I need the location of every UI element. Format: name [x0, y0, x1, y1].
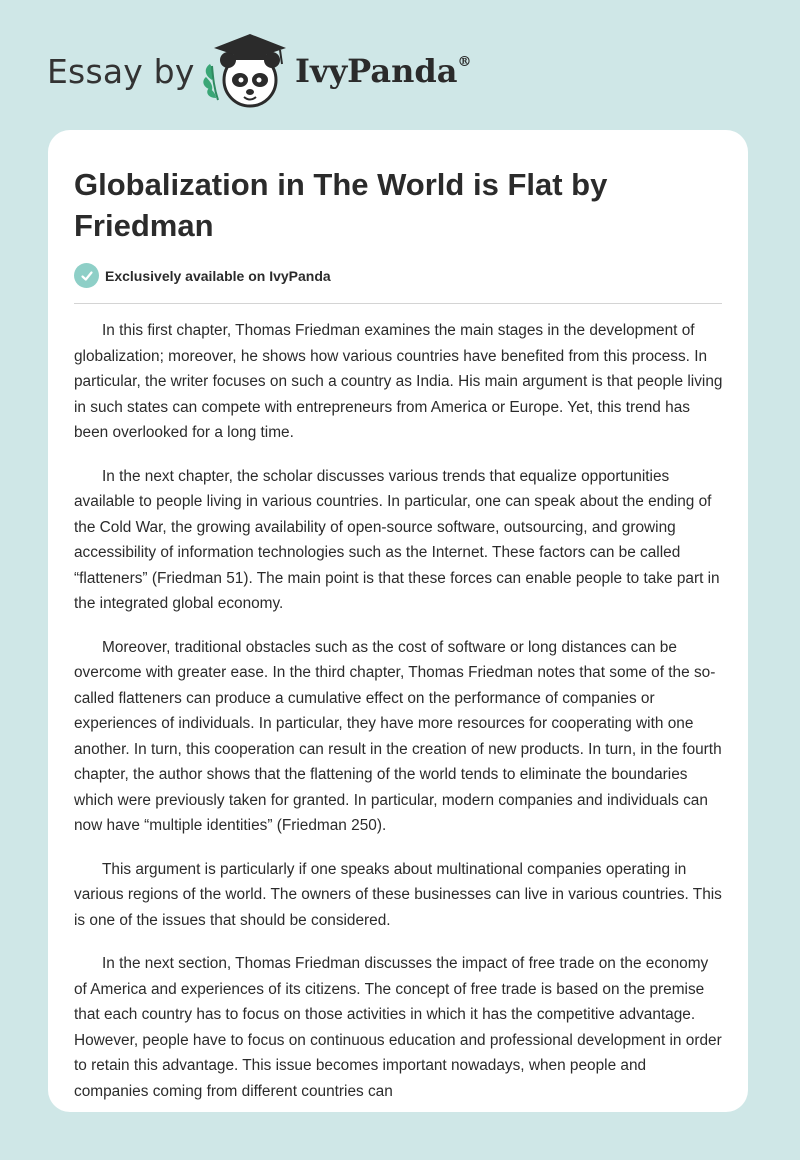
essay-by-label: Essay by	[47, 52, 195, 91]
registered-mark: ®	[457, 54, 472, 71]
essay-card	[48, 130, 748, 1112]
divider	[74, 303, 722, 304]
site-header	[0, 0, 800, 130]
panda-graduate-icon[interactable]	[200, 30, 290, 110]
paragraph: Moreover, traditional obstacles such as the cost of software or long distances can be overcome with greater ease. In the third chapter, Thomas Friedman notes that some of the so-called flatteners can produce a cumulative effect on the performance of companies or experiences of individuals. In particular, they have more resources for cooperating with one another. In turn, this cooperation can result in the creation of new products. In turn, in the fourth chapter, the author shows that the flattening of the world tends to eliminate the boundaries which were previously taken for granted. In particular, modern companies and individuals can now have “multiple identities” (Friedman 250).	[74, 638, 722, 834]
paragraph: In the next chapter, the scholar discusses various trends that equalize opportunities available to people living in various countries. In particular, one can speak about the ending of the Cold War, the growing availability of open-source software, outsourcing, and growing accessibility of information technologies such as the Internet. These factors can be called “flatteners” (Friedman 51). The main point is that these forces can enable people to take part in the integrated global economy.	[74, 467, 720, 612]
check-circle-icon	[74, 263, 99, 288]
exclusive-label: Exclusively available on IvyPanda	[105, 267, 331, 284]
paragraph: In this first chapter, Thomas Friedman examines the main stages in the development of globalization; moreover, he shows how various countries have benefited from this process. In particular, the writer focuses on such a country as India. His main argument is that people living in such states can compete with entrepreneurs from America or Europe. Yet, this trend has been overlooked for a long time.	[74, 322, 723, 441]
essay-body	[74, 318, 724, 1112]
brand-name-text: IvyPanda	[295, 52, 458, 90]
brand-name[interactable]	[295, 52, 471, 90]
paragraph: In the next section, Thomas Friedman discusses the impact of free trade on the economy of America and experiences of its citizens. The concept of free trade is based on the premise that each country has to focus on those activities in which it has the competitive advantage. However, people have to focus on continuous education and professional development in order to retain this advantage. This issue becomes important nowadays, when people and companies coming from different countries can	[74, 955, 722, 1100]
exclusive-badge	[74, 263, 331, 288]
paragraph: This argument is particularly if one speaks about multinational companies operating in various regions of the world. The owners of these businesses can live in various countries. This is one of the issues that should be considered.	[74, 860, 722, 929]
page-title: Globalization in The World is Flat by Friedman	[74, 167, 608, 243]
